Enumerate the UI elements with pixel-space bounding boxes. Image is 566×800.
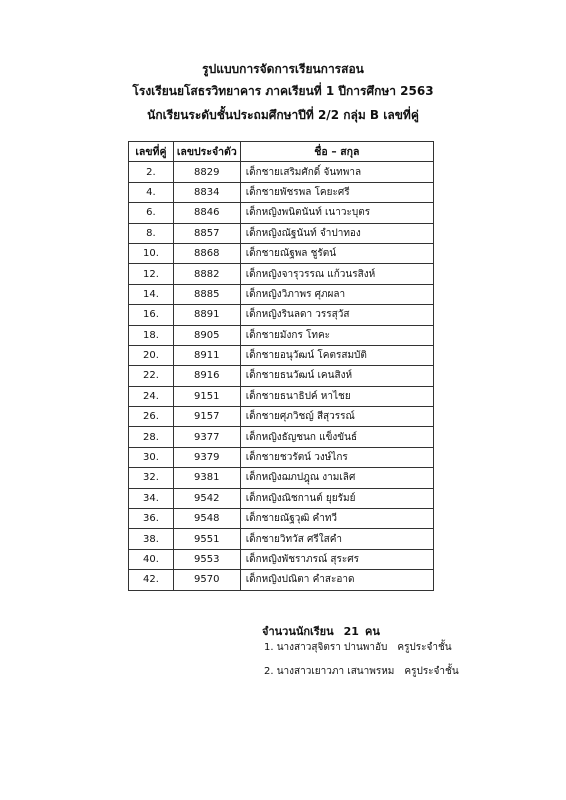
cell-full-name: เด็กหญิงปณิตา คำสะอาด xyxy=(240,570,433,590)
cell-full-name: เด็กหญิงธัญชนก แข็งขันธ์ xyxy=(240,427,433,447)
cell-student-id: 8857 xyxy=(173,223,240,243)
cell-full-name: เด็กหญิงณัฐนันท์ จำปาทอง xyxy=(240,223,433,243)
table-row xyxy=(129,468,434,488)
table-row xyxy=(129,488,434,508)
cell-number: 2. xyxy=(129,162,174,182)
cell-full-name: เด็กชายวิทวัส ศรีใสคำ xyxy=(240,529,433,549)
cell-number: 30. xyxy=(129,447,174,467)
cell-student-id: 9570 xyxy=(173,570,240,590)
cell-full-name: เด็กชายธนวัฒน์ เคนสิงห์ xyxy=(240,366,433,386)
cell-student-id: 8885 xyxy=(173,284,240,304)
cell-student-id: 9542 xyxy=(173,488,240,508)
cell-student-id: 9151 xyxy=(173,386,240,406)
cell-number: 38. xyxy=(129,529,174,549)
cell-student-id: 8891 xyxy=(173,305,240,325)
cell-full-name: เด็กหญิงพัชราภรณ์ สุระศร xyxy=(240,549,433,569)
cell-number: 42. xyxy=(129,570,174,590)
cell-number: 14. xyxy=(129,284,174,304)
cell-number: 8. xyxy=(129,223,174,243)
cell-student-id: 8905 xyxy=(173,325,240,345)
cell-full-name: เด็กชายชวรัตน์ วงษ์ไกร xyxy=(240,447,433,467)
cell-full-name: เด็กหญิงรินลดา วรรสุวัส xyxy=(240,305,433,325)
table-row xyxy=(129,447,434,467)
cell-number: 26. xyxy=(129,407,174,427)
table-row xyxy=(129,427,434,447)
cell-student-id: 9377 xyxy=(173,427,240,447)
cell-number: 10. xyxy=(129,243,174,263)
cell-student-id: 8916 xyxy=(173,366,240,386)
table-row xyxy=(129,386,434,406)
cell-student-id: 8834 xyxy=(173,182,240,202)
student-count-unit: คน xyxy=(364,625,380,638)
cell-full-name: เด็กชายเสริมศักดิ์ จันทพาล xyxy=(240,162,433,182)
document-title: รูปแบบการจัดการเรียนการสอน xyxy=(202,62,364,76)
cell-student-id: 9157 xyxy=(173,407,240,427)
cell-number: 20. xyxy=(129,345,174,365)
student-count-label: จำนวนนักเรียน xyxy=(262,625,334,638)
cell-number: 6. xyxy=(129,203,174,223)
class-group-line: นักเรียนระดับชั้นประถมศึกษาปีที่ 2/2 กลุ่ม B เลขที่คู่ xyxy=(147,108,419,122)
cell-student-id: 8846 xyxy=(173,203,240,223)
cell-student-id: 8868 xyxy=(173,243,240,263)
header-number: เลขที่คู่ xyxy=(129,142,174,162)
cell-student-id: 8829 xyxy=(173,162,240,182)
cell-number: 12. xyxy=(129,264,174,284)
cell-student-id: 9379 xyxy=(173,447,240,467)
cell-number: 34. xyxy=(129,488,174,508)
cell-student-id: 8911 xyxy=(173,345,240,365)
cell-number: 36. xyxy=(129,509,174,529)
table-row xyxy=(129,407,434,427)
table-body xyxy=(129,162,434,590)
cell-student-id: 9381 xyxy=(173,468,240,488)
homeroom-teacher-1 xyxy=(264,640,452,655)
teacher-name: 2. นางสาวเยาวภา เสนาพรหม xyxy=(264,666,395,677)
cell-number: 18. xyxy=(129,325,174,345)
cell-full-name: เด็กชายอนุวัฒน์ โคตรสมบัติ xyxy=(240,345,433,365)
cell-full-name: เด็กชายธนาธิปค์ หาไชย xyxy=(240,386,433,406)
table-row xyxy=(129,325,434,345)
table-header-row xyxy=(129,142,434,162)
cell-full-name: เด็กหญิงฌภปฎุณ งามเลิศ xyxy=(240,468,433,488)
cell-full-name: เด็กหญิงจารุวรรณ แก้วนรสิงห์ xyxy=(240,264,433,284)
cell-full-name: เด็กชายศุภวิชญ์ สีสุวรรณ์ xyxy=(240,407,433,427)
table-row xyxy=(129,366,434,386)
cell-number: 4. xyxy=(129,182,174,202)
table-row xyxy=(129,529,434,549)
teacher-role: ครูประจำชั้น xyxy=(404,666,459,677)
cell-student-id: 8882 xyxy=(173,264,240,284)
table-row xyxy=(129,203,434,223)
cell-full-name: เด็กหญิงณิชกานต์ ยุยรัมย์ xyxy=(240,488,433,508)
teacher-name: 1. นางสาวสุจิตรา ปานพาอับ xyxy=(264,642,388,653)
table-row xyxy=(129,223,434,243)
cell-number: 24. xyxy=(129,386,174,406)
table-row xyxy=(129,284,434,304)
table-row xyxy=(129,243,434,263)
student-roster-table xyxy=(128,141,434,591)
student-count-value: 21 xyxy=(343,625,359,638)
table-row xyxy=(129,182,434,202)
student-count xyxy=(262,622,380,640)
table-row xyxy=(129,570,434,590)
cell-student-id: 9553 xyxy=(173,549,240,569)
cell-full-name: เด็กหญิงวิภาพร ศุภผลา xyxy=(240,284,433,304)
cell-full-name: เด็กชายมังกร โทคะ xyxy=(240,325,433,345)
homeroom-teacher-2 xyxy=(264,664,459,679)
header-student-id: เลขประจำตัว xyxy=(173,142,240,162)
teacher-role: ครูประจำชั้น xyxy=(397,642,452,653)
table-row xyxy=(129,509,434,529)
table-row xyxy=(129,162,434,182)
table-row xyxy=(129,264,434,284)
cell-student-id: 9551 xyxy=(173,529,240,549)
cell-number: 22. xyxy=(129,366,174,386)
cell-full-name: เด็กหญิงพนิตนันท์ เนาวะบุตร xyxy=(240,203,433,223)
cell-number: 28. xyxy=(129,427,174,447)
cell-full-name: เด็กชายณัฐวุฒิ คำทวี xyxy=(240,509,433,529)
table-row xyxy=(129,305,434,325)
table-row xyxy=(129,549,434,569)
cell-full-name: เด็กชายพัชรพล โคยะศรี xyxy=(240,182,433,202)
school-term-line: โรงเรียนยโสธรวิทยาคาร ภาคเรียนที่ 1 ปีการศึกษา 2563 xyxy=(132,84,434,98)
cell-number: 40. xyxy=(129,549,174,569)
table-row xyxy=(129,345,434,365)
cell-number: 16. xyxy=(129,305,174,325)
header-full-name: ชื่อ – สกุล xyxy=(240,142,433,162)
cell-full-name: เด็กชายณัฐพล ชูรัตน์ xyxy=(240,243,433,263)
cell-student-id: 9548 xyxy=(173,509,240,529)
cell-number: 32. xyxy=(129,468,174,488)
